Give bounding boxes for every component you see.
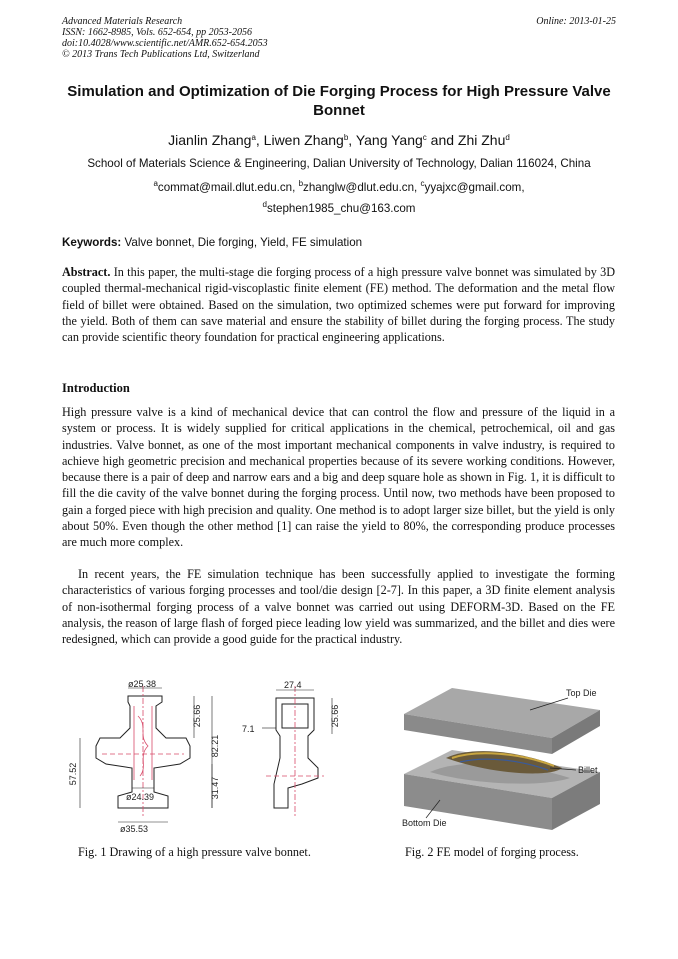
dim-right-big: 82.21 (210, 734, 220, 758)
label-billet: Billet (578, 765, 598, 775)
online-date: Online: 2013-01-25 (536, 16, 616, 27)
figure-2-caption: Fig. 2 FE model of forging process. (405, 845, 579, 859)
author-sep: and (426, 132, 458, 148)
author: Yang Yang (355, 132, 423, 148)
dim-right-small: 25.66 (192, 704, 202, 728)
abstract (62, 264, 615, 345)
label-bottom-die: Bottom Die (402, 818, 447, 828)
journal-header (62, 16, 268, 60)
dim-right-low: 31.47 (210, 776, 220, 800)
side-dimension-lines (262, 690, 332, 734)
paper-title: Simulation and Optimization of Die Forging Process for High Pressure Valve Bonnet (67, 83, 611, 119)
email-line-2: $^d$stephen1985_chu@163.com (262, 200, 416, 215)
dim-side-top: 27.4 (284, 680, 302, 690)
copyright: © 2013 Trans Tech Publications Ltd, Switzerland (62, 49, 260, 60)
bonnet-side-view (274, 698, 318, 808)
email-b[interactable]: zhanglw@dlut.edu.cn, (303, 181, 418, 194)
intro-paragraph-2: In recent years, the FE simulation technique has been successfully applied to investigate the forming characteristics of various forging processes and tool/die design [2-7]. In this paper, a 3D finite element analysis of non-isothermal forging process of a valve bonnet was carried out using DEFORM-3D. Based on the FE analysis, the reason of large flash of forged piece leading low yield was summarized, and the billet and dies were redesigned, which can provide a good guide for the practical industry. (62, 567, 615, 647)
figure-2-fe-model (400, 680, 618, 838)
issn: ISSN: 1662-8985, Vols. 652-654, pp 2053-2056 (62, 27, 252, 38)
affiliation: School of Materials Science & Engineering, Dalian University of Technology, Dalian 116024, China (87, 157, 591, 170)
dim-mid: ø24.39 (126, 792, 155, 802)
email-c[interactable]: yyajxc@gmail.com, (424, 181, 525, 194)
intro-paragraph-1: High pressure valve is a kind of mechanical device that can control the flow and pressure of the liquid in a system or process. It is widely supplied for critical applications in the chemical, petrochemical, oil and gas industries. Valve bonnet, as one of the most important mechanical components in valve industry, is required to achieve high geometric precision and mechanical properties because of its severe working conditions. However, because there is a pair of deep and narrow ears and a big and deep square hole as shown in Fig. 1, it is difficult to fill the die cavity of the valve bonnet during the forging process. Until now, two methods have been proposed to gain a forged piece with high precision and quality. One method is to adopt larger size billet, but the yield is only about 50%. Even though the other method [1] can raise the yield to 80%, the corresponding produce processes are much more complex. (62, 405, 615, 550)
dim-bottom: ø35.53 (120, 824, 149, 834)
author: Jianlin Zhang (168, 132, 252, 148)
section-heading-introduction: Introduction (62, 381, 130, 395)
email-line-1: $^a$commat@mail.dlut.edu.cn, $^b$zhanglw@dlut.edu.cn, $^c$yyajxc@gmail.com, (153, 179, 525, 194)
journal-name: Advanced Materials Research (62, 16, 183, 27)
email-a[interactable]: commat@mail.dlut.edu.cn, (157, 181, 296, 194)
author-sup: c (422, 133, 427, 142)
side-centerlines (266, 686, 324, 816)
author-sup: d (505, 133, 510, 142)
author-list (62, 132, 616, 148)
figure-1-caption: Fig. 1 Drawing of a high pressure valve bonnet. (78, 845, 311, 859)
author-sup: b (343, 133, 349, 142)
keywords (62, 236, 362, 249)
author: Liwen Zhang (263, 132, 344, 148)
author: Zhi Zhu (457, 132, 506, 148)
author-sep: , (255, 132, 264, 148)
label-top-die: Top Die (566, 688, 597, 698)
author-sup: a (251, 133, 256, 142)
dim-top: ø25.38 (128, 679, 157, 689)
doi: doi:10.4028/www.scientific.net/AMR.652-654.2053 (62, 38, 268, 49)
abstract-label: Abstract. (62, 265, 111, 279)
dim-side-left: 7.1 (242, 724, 255, 734)
figure-1-drawing (62, 676, 362, 836)
dim-side-right: 25.66 (330, 704, 340, 728)
keywords-text: Valve bonnet, Die forging, Yield, FE simulation (124, 236, 363, 249)
email-d[interactable]: stephen1985_chu@163.com (267, 202, 416, 215)
dim-left: 57.52 (68, 762, 78, 786)
abstract-text: In this paper, the multi-stage die forging process of a high pressure valve bonnet was simulated by 3D coupled thermal-mechanical rigid-viscoplastic finite element (FE) method. The deformation and the metal flow field of billet were obtained. Based on the simulation, two optimized schemes were put forward for improving the yield. Both of them can save material and ensure the stability of billet during the forging process. The study can provide scientific theory foundation for practical engineering applications. (62, 265, 615, 345)
author-sep: , (348, 132, 356, 148)
keywords-label: Keywords: (62, 236, 122, 249)
